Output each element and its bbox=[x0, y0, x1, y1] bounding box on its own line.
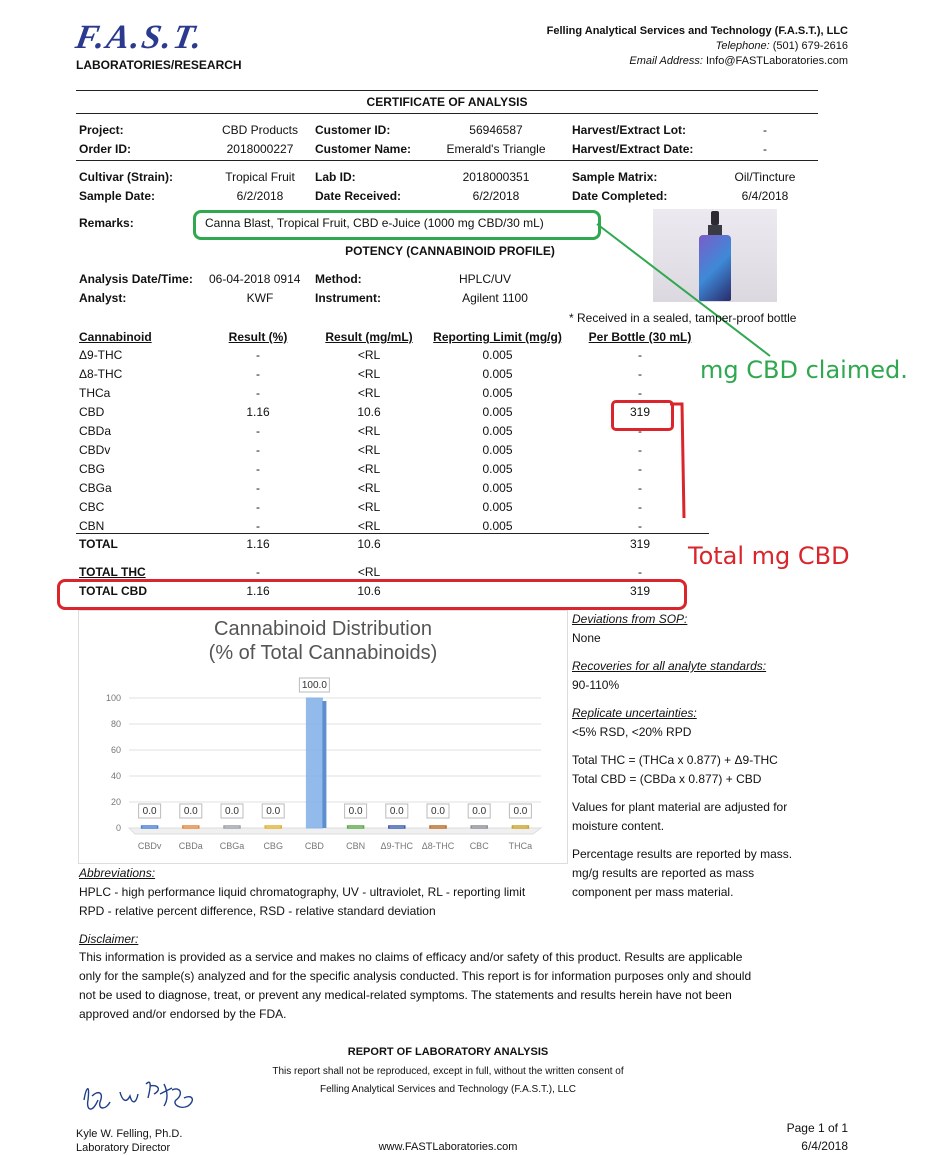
bar-side bbox=[322, 701, 326, 828]
data-label: 0.0 bbox=[513, 806, 528, 817]
y-tick-label: 60 bbox=[110, 745, 121, 755]
cell-pct: 1.16 bbox=[246, 405, 270, 419]
company-name: Felling Analytical Services and Technology (F.A.S.T.), LLC bbox=[546, 25, 848, 37]
cell-name: CBN bbox=[79, 519, 105, 533]
cell-mgml: <RL bbox=[357, 348, 381, 362]
y-tick-label: 20 bbox=[110, 797, 121, 807]
x-tick-label: THCa bbox=[508, 841, 533, 851]
cell-rl: 0.005 bbox=[482, 348, 513, 362]
harvest-lot-label: Harvest/Extract Lot: bbox=[572, 123, 687, 137]
cell-bottle: - bbox=[638, 386, 642, 400]
cell-rl: 0.005 bbox=[482, 481, 513, 495]
analysis-value: 06-04-2018 0914 bbox=[209, 272, 301, 286]
remarks-value: Canna Blast, Tropical Fruit, CBD e-Juice (1000 mg CBD/30 mL) bbox=[205, 216, 544, 230]
table-row bbox=[79, 403, 699, 422]
cultivar-label: Cultivar (Strain): bbox=[79, 170, 174, 184]
data-label: 0.0 bbox=[348, 806, 363, 817]
cell-mgml: <RL bbox=[357, 443, 381, 457]
distribution-chart bbox=[78, 610, 568, 864]
data-label: 0.0 bbox=[389, 806, 404, 817]
reproduction-notice-2: Felling Analytical Services and Technology (F.A.S.T.), LLC bbox=[319, 1084, 577, 1095]
instrument-label: Instrument: bbox=[315, 291, 381, 305]
cell-rl: 0.005 bbox=[482, 405, 513, 419]
table-row bbox=[79, 384, 699, 403]
order-label: Order ID: bbox=[79, 142, 132, 156]
x-tick-label: CBD bbox=[304, 841, 324, 851]
cbd-bottle-highlight-box bbox=[611, 400, 674, 431]
customer-name-value: Emerald's Triangle bbox=[446, 142, 546, 156]
pct-note-1: Percentage results are reported by mass. bbox=[572, 847, 793, 861]
page-number: Page 1 of 1 bbox=[786, 1121, 848, 1135]
cell-pct: 1.16 bbox=[246, 537, 270, 551]
cell-mgml: <RL bbox=[357, 481, 381, 495]
customer-id-value: 56946587 bbox=[469, 123, 523, 137]
signature bbox=[76, 1070, 206, 1122]
cell-bottle: - bbox=[638, 462, 642, 476]
bar bbox=[265, 826, 281, 828]
potency-title: POTENCY (CANNABINOID PROFILE) bbox=[345, 244, 555, 258]
cell-bottle: - bbox=[638, 367, 642, 381]
replicate-value: <5% RSD, <20% RPD bbox=[572, 725, 692, 739]
date-completed-label: Date Completed: bbox=[572, 189, 668, 203]
cell-rl: 0.005 bbox=[482, 443, 513, 457]
data-label: 0.0 bbox=[183, 806, 198, 817]
bar bbox=[430, 826, 446, 828]
x-tick-label: CBDv bbox=[137, 841, 162, 851]
lab-id-label: Lab ID: bbox=[315, 170, 356, 184]
moisture-note-2: moisture content. bbox=[572, 819, 665, 833]
col-header-result-pct: Result (%) bbox=[228, 330, 288, 344]
table-row bbox=[79, 346, 699, 365]
col-header-result-mgml: Result (mg/mL) bbox=[325, 330, 413, 344]
cultivar-value: Tropical Fruit bbox=[225, 170, 295, 184]
y-tick-label: 40 bbox=[110, 771, 121, 781]
table-row bbox=[79, 422, 699, 441]
table-total-divider bbox=[76, 533, 709, 534]
phone-line: Telephone: (501) 679-2616 bbox=[715, 40, 848, 52]
cell-mgml: <RL bbox=[357, 424, 381, 438]
cell-bottle: - bbox=[638, 424, 642, 438]
bar bbox=[183, 826, 199, 828]
x-tick-label: Δ8-THC bbox=[421, 841, 455, 851]
signer-name: Kyle W. Felling, Ph.D. bbox=[76, 1128, 183, 1140]
bar bbox=[512, 826, 528, 828]
total-annotation: Total mg CBD bbox=[688, 542, 850, 570]
cell-mgml: <RL bbox=[357, 367, 381, 381]
matrix-value: Oil/Tincture bbox=[734, 170, 796, 184]
total-row bbox=[79, 535, 699, 554]
claimed-annotation: mg CBD claimed. bbox=[700, 356, 908, 384]
abbrev-line-2: RPD - relative percent difference, RSD - relative standard deviation bbox=[79, 904, 436, 918]
chart-plot bbox=[79, 611, 567, 863]
data-label: 0.0 bbox=[472, 806, 487, 817]
disclaimer-label: Disclaimer: bbox=[79, 932, 139, 946]
formula-cbd: Total CBD = (CBDa x 0.877) + CBD bbox=[572, 772, 762, 786]
remarks-label: Remarks: bbox=[79, 216, 134, 230]
customer-id-label: Customer ID: bbox=[315, 123, 391, 137]
cell-bottle: 319 bbox=[629, 584, 651, 598]
table-row bbox=[79, 460, 699, 479]
table-row bbox=[79, 441, 699, 460]
cell-name: CBDv bbox=[79, 443, 111, 457]
signer-title: Laboratory Director bbox=[76, 1142, 171, 1154]
cell-pct: - bbox=[256, 386, 260, 400]
email-line: Email Address: Info@FASTLaboratories.com bbox=[629, 55, 848, 67]
sample-date-label: Sample Date: bbox=[79, 189, 156, 203]
y-tick-label: 100 bbox=[105, 693, 121, 703]
cell-name: THCa bbox=[79, 386, 111, 400]
y-tick-label: 0 bbox=[115, 823, 121, 833]
instrument-value: Agilent 1100 bbox=[462, 291, 528, 305]
document-title: CERTIFICATE OF ANALYSIS bbox=[366, 95, 528, 109]
date-completed-value: 6/4/2018 bbox=[741, 189, 789, 203]
cell-name: CBDa bbox=[79, 424, 112, 438]
cell-bottle: - bbox=[638, 348, 642, 362]
logo-wordmark: F.A.S.T. bbox=[72, 19, 207, 56]
deviations-value: None bbox=[572, 631, 601, 645]
chart-subtitle: (% of Total Cannabinoids) bbox=[208, 642, 438, 664]
deviations-label: Deviations from SOP: bbox=[572, 612, 688, 626]
x-tick-label: CBN bbox=[346, 841, 366, 851]
cell-name: TOTAL bbox=[79, 537, 118, 551]
x-tick-label: Δ9-THC bbox=[380, 841, 414, 851]
date-received-value: 6/2/2018 bbox=[472, 189, 520, 203]
cell-name: TOTAL CBD bbox=[79, 584, 147, 598]
harvest-date-label: Harvest/Extract Date: bbox=[572, 142, 694, 156]
project-value: CBD Products bbox=[221, 123, 299, 137]
cell-name: CBC bbox=[79, 500, 105, 514]
x-tick-label: CBGa bbox=[219, 841, 245, 851]
cell-bottle: - bbox=[638, 565, 642, 579]
cell-mgml: <RL bbox=[357, 500, 381, 514]
pct-note-2: mg/g results are reported as mass bbox=[572, 866, 755, 880]
cell-bottle: - bbox=[638, 481, 642, 495]
cell-name: Δ8-THC bbox=[79, 367, 123, 381]
cell-pct: - bbox=[256, 462, 260, 476]
disclaimer-line-1: This information is provided as a service and makes no claims of efficacy and/or safety of this product. Results are applicable bbox=[79, 950, 743, 964]
col-header-cannabinoid: Cannabinoid bbox=[79, 330, 152, 344]
table-row bbox=[79, 365, 699, 384]
data-label: 100.0 bbox=[301, 680, 327, 691]
cell-mgml: 10.6 bbox=[357, 405, 381, 419]
analyst-value: KWF bbox=[246, 291, 274, 305]
website: www.FASTLaboratories.com bbox=[378, 1141, 518, 1153]
chart-floor bbox=[129, 828, 541, 834]
cell-pct: - bbox=[256, 500, 260, 514]
abbrev-line-1: HPLC - high performance liquid chromatography, UV - ultraviolet, RL - reporting limit bbox=[79, 885, 526, 899]
report-title: REPORT OF LABORATORY ANALYSIS bbox=[347, 1046, 549, 1058]
recoveries-value: 90-110% bbox=[572, 678, 620, 692]
cell-rl: 0.005 bbox=[482, 386, 513, 400]
analysis-label: Analysis Date/Time: bbox=[79, 272, 193, 286]
cell-bottle: 319 bbox=[629, 537, 651, 551]
cell-pct: 1.16 bbox=[246, 584, 270, 598]
cell-name: CBG bbox=[79, 462, 106, 476]
project-label: Project: bbox=[79, 123, 124, 137]
cell-mgml: 10.6 bbox=[357, 584, 381, 598]
order-value: 2018000227 bbox=[226, 142, 294, 156]
cell-rl: 0.005 bbox=[482, 462, 513, 476]
total-cbd-highlight-box bbox=[57, 579, 687, 610]
harvest-lot-value: - bbox=[763, 123, 767, 137]
bar bbox=[306, 698, 322, 828]
data-label: 0.0 bbox=[225, 806, 239, 817]
cell-pct: - bbox=[256, 443, 260, 457]
cell-pct: - bbox=[256, 367, 260, 381]
cell-pct: - bbox=[256, 565, 260, 579]
disclaimer-line-3: not be used to diagnose, treat, or prevent any medical-related symptoms. The statements and results herein have not been bbox=[79, 988, 732, 1002]
y-tick-label: 80 bbox=[110, 719, 121, 729]
cell-pct: - bbox=[256, 424, 260, 438]
cell-name: TOTAL THC bbox=[79, 565, 146, 579]
cell-bottle: - bbox=[638, 500, 642, 514]
table-row bbox=[79, 498, 699, 517]
bar bbox=[471, 826, 487, 828]
sample-date-value: 6/2/2018 bbox=[236, 189, 284, 203]
recoveries-label: Recoveries for all analyte standards: bbox=[572, 659, 767, 673]
cell-rl: 0.005 bbox=[482, 500, 513, 514]
replicate-label: Replicate uncertainties: bbox=[572, 706, 697, 720]
cell-mgml: <RL bbox=[357, 565, 381, 579]
bar bbox=[142, 826, 158, 828]
formula-thc: Total THC = (THCa x 0.877) + Δ9-THC bbox=[572, 753, 778, 767]
cell-pct: - bbox=[256, 519, 260, 533]
cell-mgml: <RL bbox=[357, 519, 381, 533]
chart-title: Cannabinoid Distribution bbox=[214, 618, 432, 640]
bar bbox=[389, 826, 405, 828]
bar bbox=[224, 826, 240, 828]
cell-bottle: 319 bbox=[629, 405, 651, 419]
cell-rl: 0.005 bbox=[482, 424, 513, 438]
cell-pct: - bbox=[256, 348, 260, 362]
cell-rl: 0.005 bbox=[482, 367, 513, 381]
x-tick-label: CBC bbox=[469, 841, 489, 851]
cell-rl: 0.005 bbox=[482, 519, 513, 533]
abbrev-label: Abbreviations: bbox=[79, 866, 156, 880]
cell-bottle: - bbox=[638, 443, 642, 457]
analyst-label: Analyst: bbox=[79, 291, 127, 305]
cell-name: Δ9-THC bbox=[79, 348, 123, 362]
report-date: 6/4/2018 bbox=[801, 1139, 848, 1153]
disclaimer-line-2: only for the sample(s) analyzed and for the specific analysis conducted. This report is for information purposes only and should bbox=[79, 969, 752, 983]
bar bbox=[348, 826, 364, 828]
method-label: Method: bbox=[315, 272, 362, 286]
sealed-note: * Received in a sealed, tamper-proof bottle bbox=[569, 311, 797, 325]
col-header-reporting-limit: Reporting Limit (mg/g) bbox=[433, 330, 562, 344]
date-received-label: Date Received: bbox=[315, 189, 402, 203]
method-value: HPLC/UV bbox=[458, 272, 511, 286]
customer-name-label: Customer Name: bbox=[315, 142, 412, 156]
cell-name: CBGa bbox=[79, 481, 112, 495]
lab-id-value: 2018000351 bbox=[462, 170, 530, 184]
cell-pct: - bbox=[256, 481, 260, 495]
cell-mgml: 10.6 bbox=[357, 537, 381, 551]
disclaimer-line-4: approved and/or endorsed by the FDA. bbox=[79, 1007, 287, 1021]
pct-note-3: component per mass material. bbox=[572, 885, 734, 899]
harvest-date-value: - bbox=[763, 142, 767, 156]
cell-mgml: <RL bbox=[357, 462, 381, 476]
cell-name: CBD bbox=[79, 405, 105, 419]
data-label: 0.0 bbox=[431, 806, 445, 817]
data-label: 0.0 bbox=[142, 806, 157, 817]
logo-subtitle: LABORATORIES/RESEARCH bbox=[76, 58, 242, 72]
col-header-per-bottle: Per Bottle (30 mL) bbox=[588, 330, 692, 344]
table-row bbox=[79, 479, 699, 498]
moisture-note-1: Values for plant material are adjusted for bbox=[572, 800, 788, 814]
cell-mgml: <RL bbox=[357, 386, 381, 400]
data-label: 0.0 bbox=[266, 806, 281, 817]
matrix-label: Sample Matrix: bbox=[572, 170, 658, 184]
x-tick-label: CBDa bbox=[178, 841, 203, 851]
reproduction-notice-1: This report shall not be reproduced, except in full, without the written consent of bbox=[272, 1066, 624, 1077]
cell-bottle: - bbox=[638, 519, 642, 533]
x-tick-label: CBG bbox=[263, 841, 283, 851]
